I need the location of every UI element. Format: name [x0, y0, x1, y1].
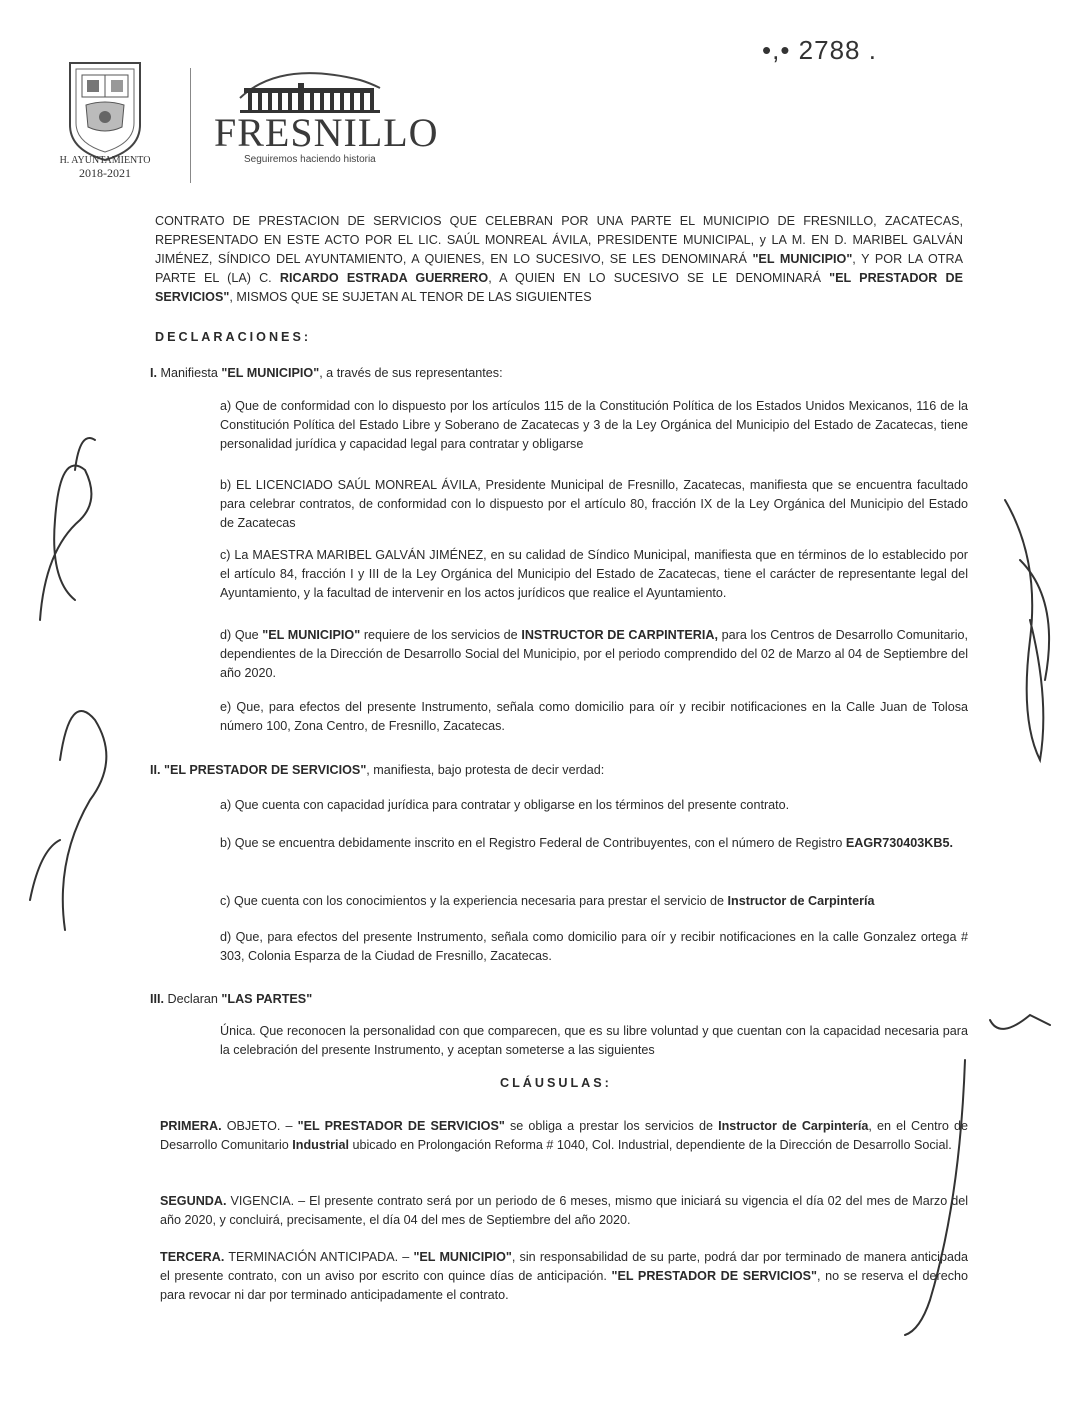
section-3-item-unica: Única. Que reconocen la personalidad con que comparecen, que es su libre voluntad y que cuentan con la capacidad necesaria para la celebración del presente Instrumento, y aceptan someterse a las siguientes: [220, 1024, 968, 1057]
declaraciones-heading: DECLARACIONES:: [155, 330, 312, 344]
municipal-seal-icon: [60, 55, 150, 165]
seal-caption-year: 2018-2021: [79, 166, 131, 180]
left-signature-stroke-1: [60, 711, 106, 930]
section-2-item-b: b) Que se encuentra debidamente inscrito en el Registro Federal de Contribuyentes, con el número de Registro EAGR730403KB5.: [220, 836, 953, 850]
clausulas-heading: CLÁUSULAS:: [500, 1076, 612, 1090]
section-3-heading: III. Declaran "LAS PARTES": [150, 992, 313, 1006]
section-1-heading: I. Manifiesta "EL MUNICIPIO", a través de sus representantes:: [150, 366, 503, 380]
seal-caption-line1: H. AYUNTAMIENTO: [59, 155, 151, 166]
section-2-item-a: a) Que cuenta con capacidad jurídica para contratar y obligarse en los términos del presente contrato.: [220, 798, 790, 812]
header-divider: [190, 68, 191, 183]
left-signature-stroke-4: [30, 840, 60, 900]
right-signature-stroke-1: [1005, 500, 1043, 760]
logo-tagline: Seguiremos haciendo historia: [244, 154, 376, 165]
folio-number: •,• 2788 .: [762, 35, 877, 65]
section-1-item-c: c) La MAESTRA MARIBEL GALVÁN JIMÉNEZ, en su calidad de Síndico Municipal, manifiesta que en términos de lo establecido por el artículo 84, fracción I y III de la Ley Orgánica del Municipio del Estado de Zacatecas, tiene el carácter de representante legal del Ayuntamiento, y la facultad de intervenir en los actos jurídicos que realice el Ayuntamiento.: [220, 548, 968, 600]
right-signature-stroke-3: [990, 1015, 1050, 1029]
seal-caption: [40, 155, 170, 179]
section-2-item-c: c) Que cuenta con los conocimientos y la experiencia necesaria para prestar el servicio de Instructor de Carpintería: [220, 894, 875, 908]
section-2-item-d: d) Que, para efectos del presente Instrumento, señala como domicilio para oír y recibir notificaciones en la calle Gonzalez ortega # 303, Colonia Esparza de la Ciudad de Fresnillo, Zacatecas.: [220, 930, 968, 963]
left-signature-stroke-2: [40, 466, 91, 620]
section-1-item-d: d) Que "EL MUNICIPIO" requiere de los servicios de INSTRUCTOR DE CARPINTERIA, para los Centros de Desarrollo Comunitario, dependientes de la Dirección de Desarrollo Social del Municipio, por el periodo comprendido del 02 de Marzo al 04 de Septiembre del año 2020.: [220, 628, 968, 680]
section-1-item-b: b) EL LICENCIADO SAÚL MONREAL ÁVILA, Presidente Municipal de Fresnillo, Zacatecas, manifiesta que se encuentra facultado para celebrar contratos, de conformidad con lo dispuesto por el artículo 80, fracción IX de la Ley Orgánica del Municipio del Estado de Zacatecas: [220, 478, 968, 530]
section-2-heading: II. "EL PRESTADOR DE SERVICIOS", manifiesta, bajo protesta de decir verdad:: [150, 763, 605, 777]
logo-name: FRESNILLO: [214, 110, 439, 155]
section-1-item-a: a) Que de conformidad con lo dispuesto por los artículos 115 de la Constitución Política de los Estados Unidos Mexicanos, 116 de la Constitución Política del Estado Libre y Soberano de Zacatecas y 3 de la Ley Orgánica del Municipio del Estado de Zacatecas, tiene personalidad jurídica y capacidad legal para contratar y obligarse: [220, 399, 968, 451]
section-1-item-e: e) Que, para efectos del presente Instrumento, señala como domicilio para oír y recibir notificaciones en la Calle Juan de Tolosa número 100, Zona Centro, de Fresnillo, Zacatecas.: [220, 700, 968, 733]
left-signature-stroke-3: [75, 438, 95, 470]
clause-tercera: TERCERA. TERMINACIÓN ANTICIPADA. – "EL MUNICIPIO", sin responsabilidad de su parte, podrá dar por terminado de manera anticipada el presente contrato, con un aviso por escrito con quince días de anticipación. "EL PRESTADOR DE SERVICIOS", no se reserva el derecho para revocar ni dar por terminado anticipadamente el contrato.: [160, 1250, 969, 1302]
right-signature-stroke-2: [1020, 560, 1049, 680]
clause-primera: PRIMERA. OBJETO. – "EL PRESTADOR DE SERVICIOS" se obliga a prestar los servicios de Instructor de Carpintería, en el Centro de Desarrollo Comunitario Industrial ubicado en Prolongación Reforma # 1040, Col. Industrial, dependiente de la Dirección de Desarrollo Social.: [160, 1119, 968, 1152]
contract-intro: CONTRATO DE PRESTACION DE SERVICIOS QUE CELEBRAN POR UNA PARTE EL MUNICIPIO DE FRESNILLO, ZACATECAS, REPRESENTADO EN ESTE ACTO POR EL LIC. SAÚL MONREAL ÁVILA, PRESIDENTE MUNICIPAL, y LA M. EN D. MARIBEL GALVÁN JIMÉNEZ, SÍNDICO DEL AYUNTAMIENTO, A QUIENES, EN LO SUCESIVO, SE LES DENOMINARÁ "EL MUNICIPIO", Y POR LA OTRA PARTE EL (LA) C. RICARDO ESTRADA GUERRERO, A QUIEN EN LO SUCESIVO SE LE DENOMINARÁ "EL PRESTADOR DE SERVICIOS", MISMOS QUE SE SUJETAN AL TENOR DE LAS SIGUIENTES: [155, 214, 963, 304]
clause-segunda: SEGUNDA. VIGENCIA. – El presente contrato será por un periodo de 6 meses, mismo que iniciará su vigencia el día 02 del mes de Marzo del año 2020, y concluirá, precisamente, el día 04 del mes de Septiembre del año 2020.: [160, 1194, 968, 1227]
